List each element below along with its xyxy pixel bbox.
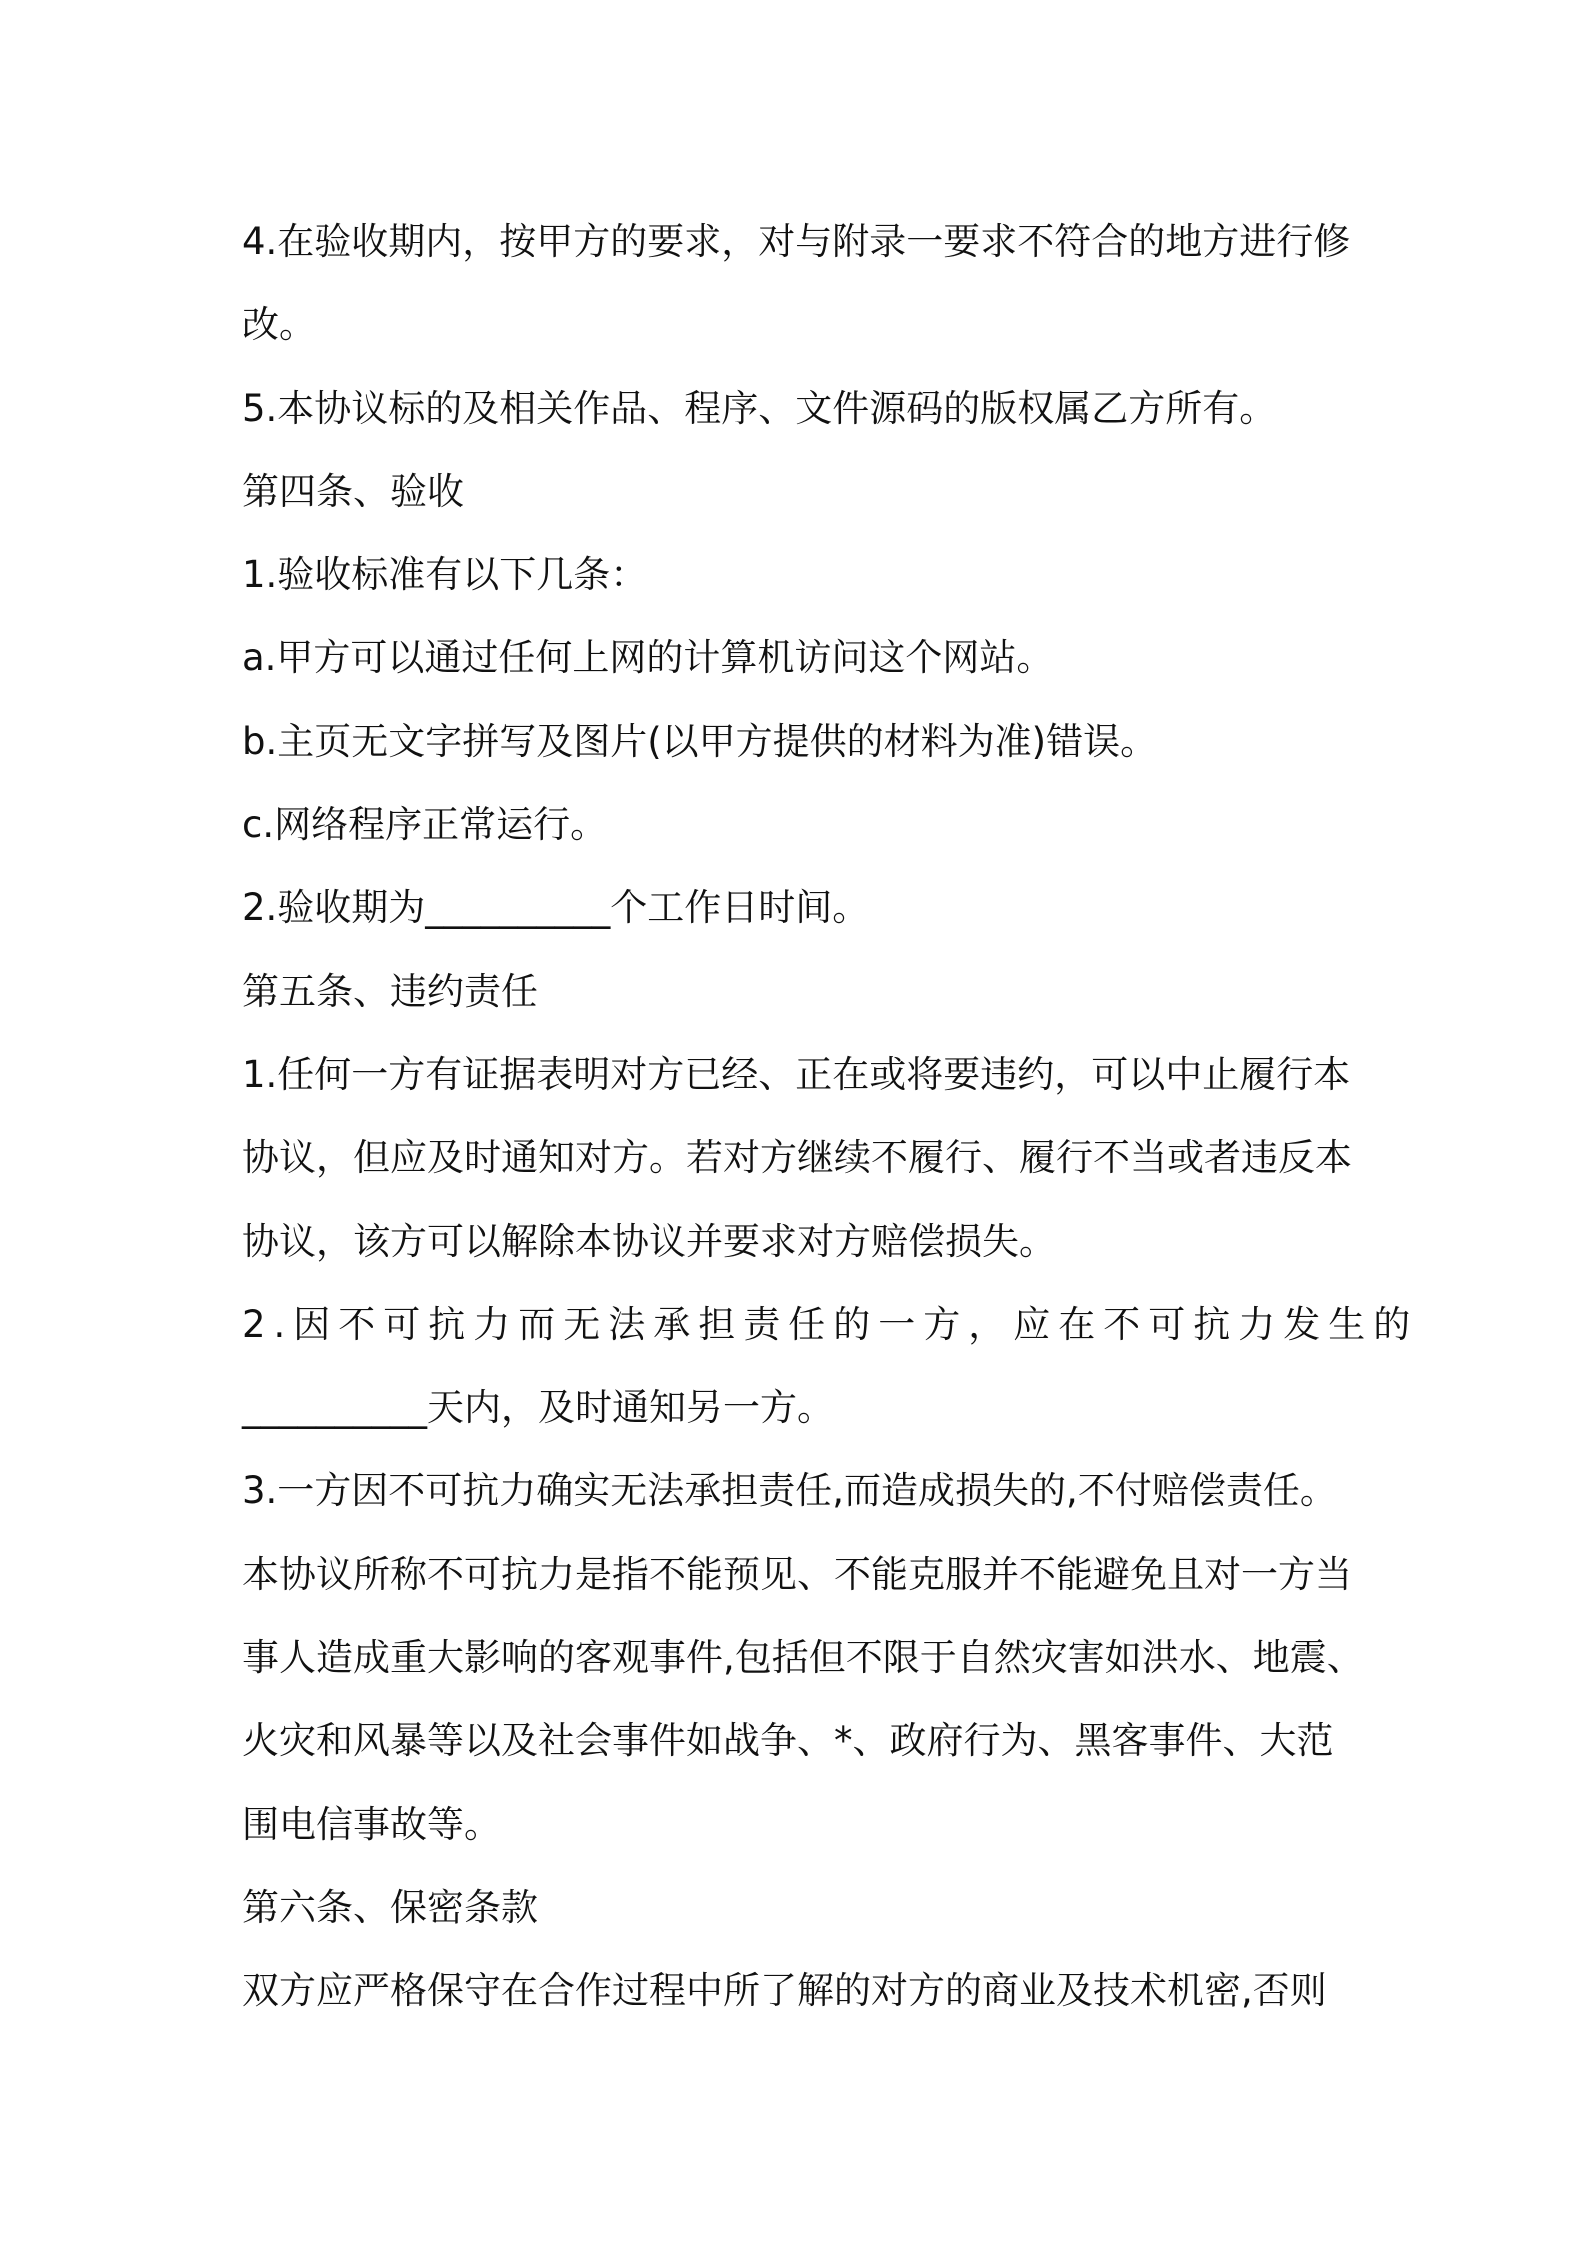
text-line-force-majeure-3e: 围电信事故等。 <box>242 1802 501 1846</box>
text-line-breach-1b: 协议，但应及时通知对方。若对方继续不履行、履行不当或者违反本 <box>242 1136 1352 1180</box>
text-line-confidentiality: 双方应严格保守在合作过程中所了解的对方的商业及技术机密,否则 <box>242 1969 1327 2013</box>
text-line-force-majeure-2a: 2.因不可抗力而无法承担责任的一方，应在不可抗力发生的 <box>242 1302 1419 1346</box>
document-body <box>242 200 1419 2033</box>
text-line-clause-4-part-1: 4.在验收期内，按甲方的要求，对与附录一要求不符合的地方进行修 <box>242 220 1351 263</box>
text-line-criterion-c: c.网络程序正常运行。 <box>242 803 608 847</box>
text-line-force-majeure-3b: 本协议所称不可抗力是指不能预见、不能克服并不能避免且对一方当 <box>242 1552 1352 1596</box>
text-line-force-majeure-3a: 3.一方因不可抗力确实无法承担责任,而造成损失的,不付赔偿责任。 <box>242 1469 1337 1513</box>
text-line-force-majeure-3c: 事人造成重大影响的客观事件,包括但不限于自然灾害如洪水、地震、 <box>242 1636 1364 1680</box>
text-line-criterion-a: a.甲方可以通过任何上网的计算机访问这个网站。 <box>242 636 1054 680</box>
text-line-breach-1c: 协议，该方可以解除本协议并要求对方赔偿损失。 <box>242 1219 1056 1263</box>
section-heading-article-6: 第六条、保密条款 <box>242 1885 538 1929</box>
text-line-breach-1a: 1.任何一方有证据表明对方已经、正在或将要违约，可以中止履行本 <box>242 1052 1351 1096</box>
text-line-force-majeure-2b: __________天内，及时通知另一方。 <box>242 1386 834 1430</box>
text-line-acceptance-period: 2.验收期为__________个工作日时间。 <box>242 886 870 930</box>
text-line-clause-5: 5.本协议标的及相关作品、程序、文件源码的版权属乙方所有。 <box>242 386 1277 430</box>
text-line-acceptance-criteria: 1.验收标准有以下几条： <box>242 553 648 597</box>
text-line-force-majeure-3d: 火灾和风暴等以及社会事件如战争、*、政府行为、黑客事件、大范 <box>242 1719 1334 1763</box>
section-heading-article-4: 第四条、验收 <box>242 469 464 513</box>
text-line-clause-4-part-2: 改。 <box>242 303 316 347</box>
text-line-criterion-b: b.主页无文字拼写及图片(以甲方提供的材料为准)错误。 <box>242 719 1158 763</box>
section-heading-article-5: 第五条、违约责任 <box>242 969 538 1013</box>
